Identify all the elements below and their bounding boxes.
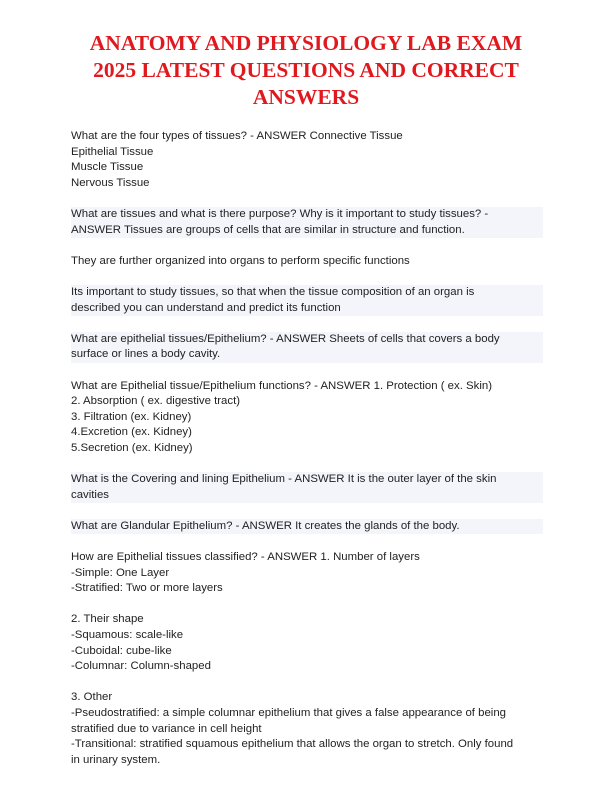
- qa-paragraph: [71, 550, 543, 597]
- text-line: What is the Covering and lining Epithelium - ANSWER It is the outer layer of the skin: [71, 473, 497, 486]
- text-line: Nervous Tissue: [71, 176, 150, 189]
- qa-paragraph: [71, 472, 543, 503]
- text-line: -Simple: One Layer: [71, 566, 170, 579]
- qa-paragraph: [71, 332, 543, 363]
- text-line: What are tissues and what is there purpose? Why is it important to study tissues? -: [71, 207, 489, 220]
- qa-paragraph: [71, 207, 543, 238]
- qa-paragraph: [71, 519, 543, 535]
- text-line: What are Epithelial tissue/Epithelium functions? - ANSWER 1. Protection ( ex. Skin): [71, 379, 492, 392]
- document-body: [71, 129, 543, 784]
- text-line: -Stratified: Two or more layers: [71, 582, 223, 595]
- text-line: -Columnar: Column-shaped: [71, 660, 211, 673]
- text-line: 2. Absorption ( ex. digestive tract): [71, 395, 241, 408]
- text-line: 2. Their shape: [71, 613, 144, 626]
- text-line: Its important to study tissues, so that when the tissue composition of an organ is: [71, 285, 475, 298]
- text-line: What are Glandular Epithelium? - ANSWER It creates the glands of the body.: [71, 519, 460, 532]
- text-line: -Cuboidal: cube-like: [71, 644, 172, 657]
- qa-paragraph: [71, 285, 543, 316]
- text-line: 4.Excretion (ex. Kidney): [71, 426, 192, 439]
- qa-paragraph: [71, 129, 543, 191]
- title-line: ANATOMY AND PHYSIOLOGY LAB EXAM: [89, 31, 523, 55]
- text-line: What are the four types of tissues? - ANSWER Connective Tissue: [71, 130, 403, 142]
- title-line: 2025 LATEST QUESTIONS AND CORRECT: [93, 58, 519, 82]
- qa-paragraph: [71, 379, 543, 457]
- text-line: -Pseudostratified: a simple columnar epithelium that gives a false appearance of being: [71, 706, 506, 719]
- text-line: 3. Other: [71, 691, 113, 704]
- text-line: surface or lines a body cavity.: [71, 348, 221, 361]
- qa-paragraph: [71, 690, 543, 768]
- page-title: [40, 30, 572, 111]
- text-line: Muscle Tissue: [71, 161, 144, 174]
- text-line: They are further organized into organs to perform specific functions: [71, 254, 410, 267]
- text-line: Epithelial Tissue: [71, 145, 154, 158]
- text-line: stratified due to variance in cell height: [71, 722, 262, 735]
- text-line: 3. Filtration (ex. Kidney): [71, 410, 192, 423]
- title-line: ANSWERS: [252, 85, 360, 109]
- text-line: 5.Secretion (ex. Kidney): [71, 441, 193, 454]
- text-line: What are epithelial tissues/Epithelium? - ANSWER Sheets of cells that covers a body: [71, 332, 500, 345]
- text-line: cavities: [71, 488, 109, 501]
- text-line: -Squamous: scale-like: [71, 629, 184, 641]
- text-line: -Transitional: stratified squamous epithelium that allows the organ to stretch. Only found: [71, 738, 514, 751]
- qa-paragraph: [71, 254, 543, 270]
- qa-paragraph: [71, 612, 543, 674]
- text-line: ANSWER Tissues are groups of cells that are similar in structure and function.: [71, 223, 465, 236]
- text-line: How are Epithelial tissues classified? - ANSWER 1. Number of layers: [71, 551, 420, 564]
- text-line: in urinary system.: [71, 753, 161, 766]
- text-line: described you can understand and predict its function: [71, 301, 341, 314]
